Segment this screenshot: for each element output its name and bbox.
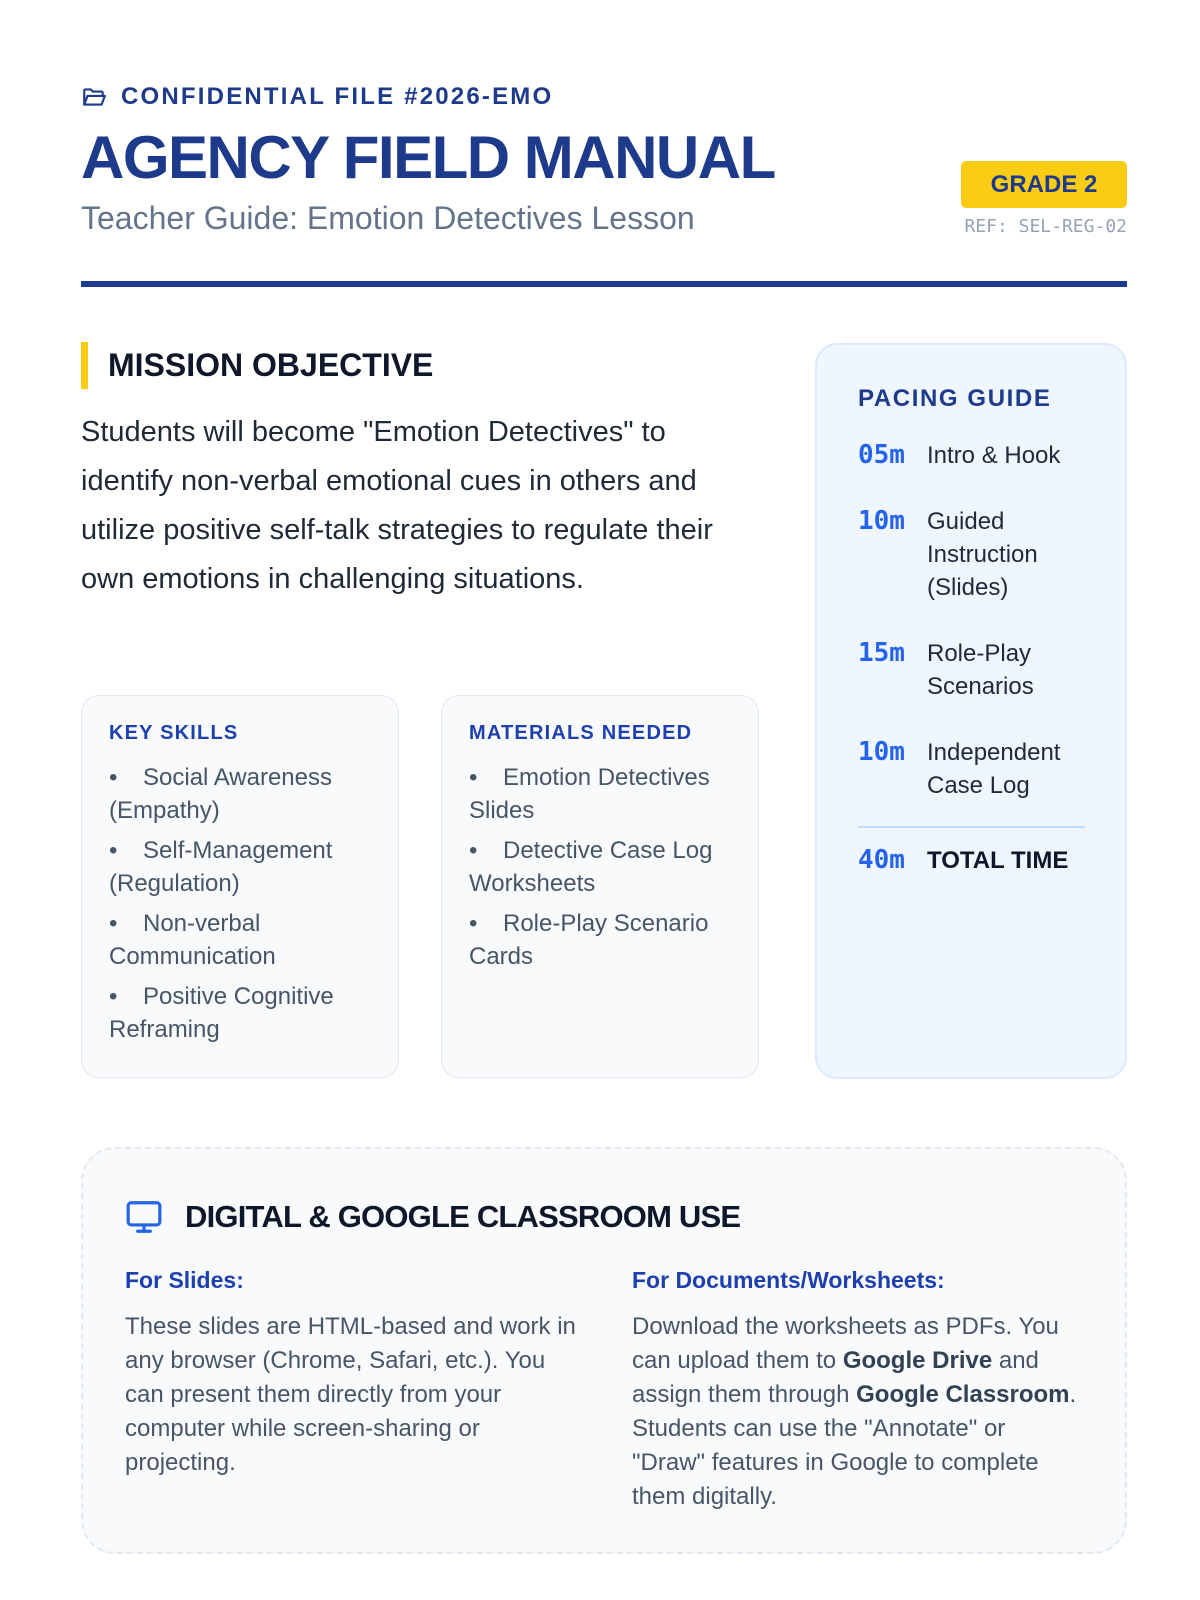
list-item: • Detective Case Log Worksheets <box>469 837 713 897</box>
materials-card <box>441 695 759 1078</box>
materials-title: MATERIALS NEEDED <box>469 722 693 744</box>
pacing-total-minutes: 40m <box>858 845 905 875</box>
mission-heading <box>81 342 433 389</box>
header-divider <box>81 281 1127 287</box>
pacing-minutes: 10m <box>858 506 905 536</box>
list-item: • Role-Play Scenario Cards <box>469 910 709 970</box>
documents-text: Download the worksheets as PDFs. You can upload them to Google Drive and assign them through Google Classroom. Students can use the "Annotate" or "Draw" features in Google to complete them digitally. <box>632 1313 1077 1510</box>
pacing-divider <box>858 826 1085 828</box>
pacing-label: Role-Play Scenarios <box>927 640 1034 700</box>
pacing-row <box>858 736 1085 802</box>
slides-heading: For Slides: <box>125 1267 244 1293</box>
documents-column <box>632 1267 1084 1514</box>
list-item: • Positive Cognitive Reframing <box>109 983 334 1043</box>
slides-text: These slides are HTML-based and work in any browser (Chrome, Safari, etc.). You can present them directly from your computer while screen-sharing or projecting. <box>125 1313 576 1476</box>
list-item: • Non-verbal Communication <box>109 910 276 970</box>
key-skills-card <box>81 695 399 1078</box>
file-label-text: CONFIDENTIAL FILE #2026-EMO <box>121 83 554 110</box>
pacing-minutes: 15m <box>858 638 905 668</box>
grade-badge: GRADE 2 <box>961 161 1127 208</box>
key-skills-title: KEY SKILLS <box>109 722 239 744</box>
monitor-icon <box>125 1198 163 1236</box>
pacing-row <box>858 439 1085 472</box>
page-title: AGENCY FIELD MANUAL <box>81 124 775 191</box>
pacing-guide-title: PACING GUIDE <box>858 385 1052 412</box>
google-drive-text: Google Drive <box>842 1347 993 1374</box>
google-classroom-text: Google Classroom <box>856 1381 1070 1408</box>
documents-heading: For Documents/Worksheets: <box>632 1267 945 1293</box>
list-item: • Emotion Detectives Slides <box>469 764 710 824</box>
list-item: • Self-Management (Regulation) <box>109 837 333 897</box>
pacing-guide-panel <box>815 343 1127 1079</box>
key-skills-list <box>109 761 374 1046</box>
digital-heading <box>125 1198 740 1236</box>
pacing-minutes: 05m <box>858 440 905 470</box>
digital-title: DIGITAL & GOOGLE CLASSROOM USE <box>185 1199 741 1234</box>
page-subtitle: Teacher Guide: Emotion Detectives Lesson <box>81 200 695 236</box>
pacing-label: Intro & Hook <box>927 442 1061 469</box>
pacing-row <box>858 505 1085 604</box>
pacing-row <box>858 637 1085 703</box>
list-item: • Social Awareness (Empathy) <box>109 764 332 824</box>
pacing-label: Guided Instruction (Slides) <box>927 508 1038 601</box>
pacing-total-label: TOTAL TIME <box>927 847 1069 874</box>
pacing-total-row <box>858 844 1085 877</box>
slides-column <box>125 1267 577 1480</box>
pacing-label: Independent Case Log <box>927 739 1061 799</box>
mission-title: MISSION OBJECTIVE <box>108 347 434 383</box>
pacing-minutes: 10m <box>858 737 905 767</box>
confidential-file-label <box>81 83 553 111</box>
folder-open-icon <box>81 84 107 110</box>
digital-classroom-section <box>81 1147 1127 1554</box>
materials-list <box>469 761 734 973</box>
mission-text: Students will become "Emotion Detectives" to identify non-verbal emotional cues in others and utilize positive self-talk strategies to regulate their own emotions in challenging situations. <box>81 416 713 595</box>
accent-bar <box>81 342 88 389</box>
reference-code: REF: SEL-REG-02 <box>964 216 1127 237</box>
